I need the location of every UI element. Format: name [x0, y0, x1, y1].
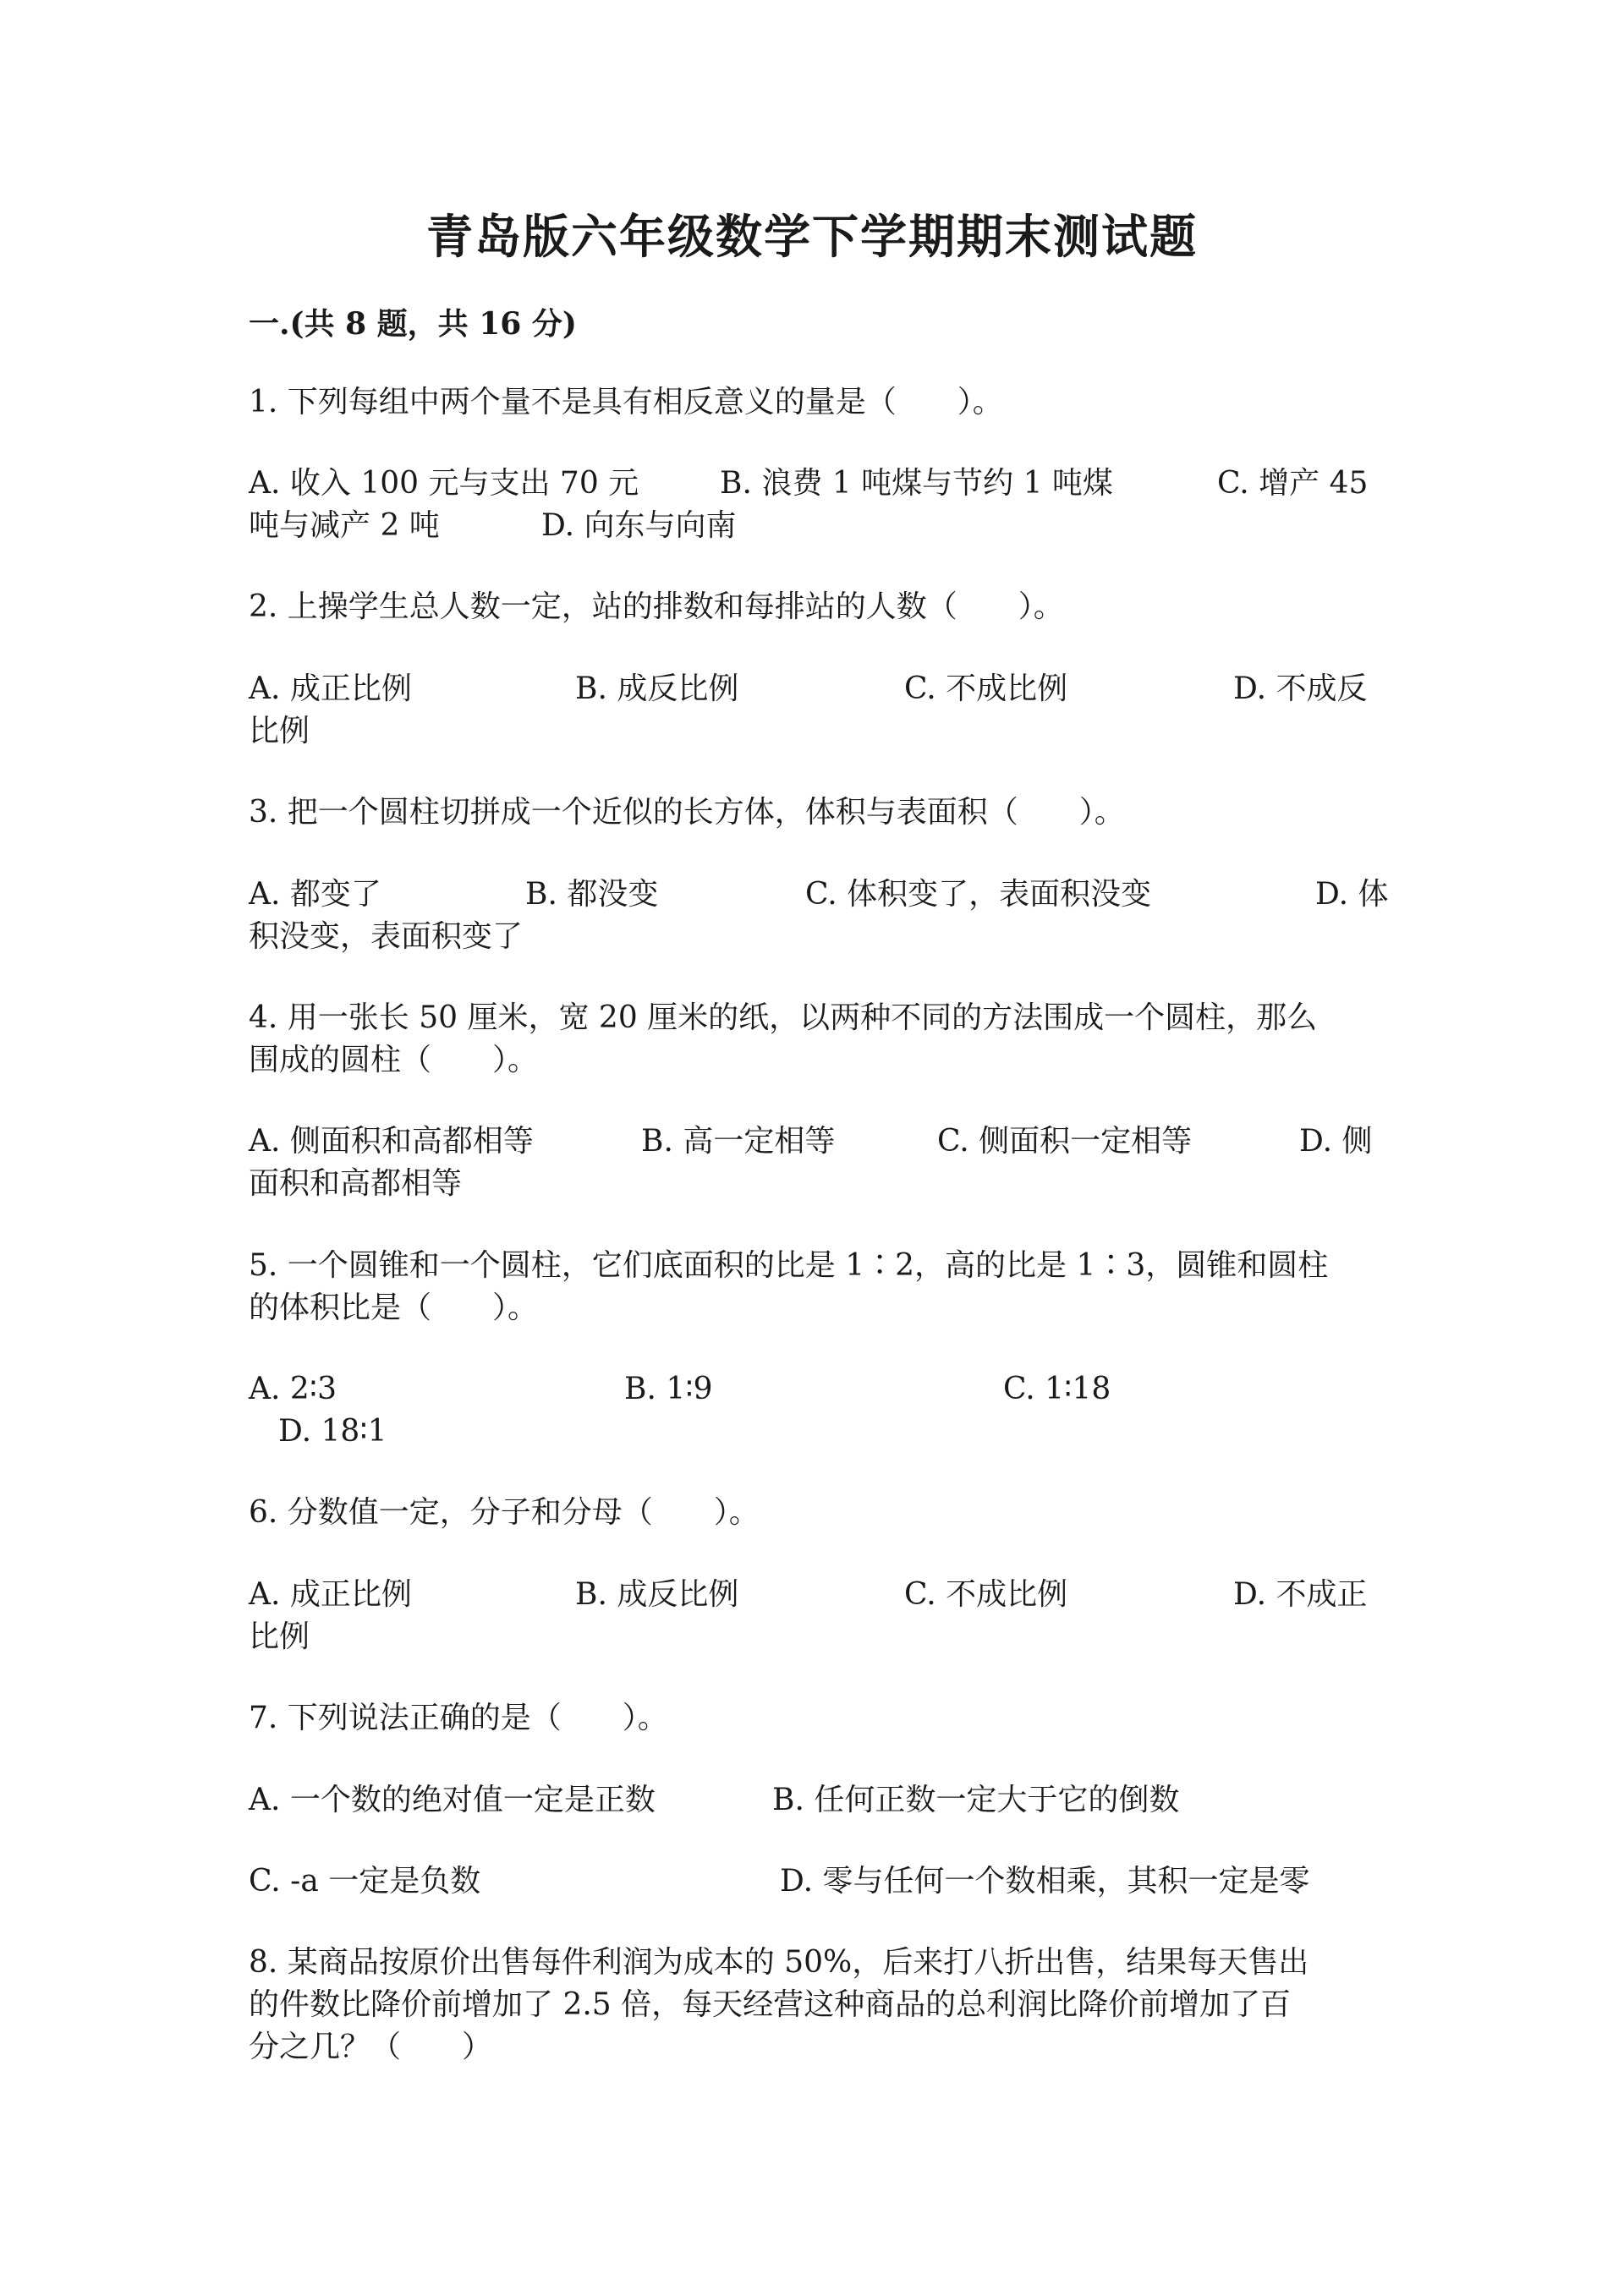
question-5-option-b: B. 1∶9 [624, 1372, 713, 1406]
question-4-stem-continued: 围成的圆柱（ ）。 [249, 1043, 539, 1077]
question-2-stem: 2. 上操学生总人数一定，站的排数和每排站的人数（ ）。 [249, 589, 1064, 624]
question-4-stem: 4. 用一张长 50 厘米，宽 20 厘米的纸，以两种不同的方法围成一个圆柱，那么 [249, 1000, 1318, 1035]
question-4-option-c: C. 侧面积一定相等 [937, 1124, 1193, 1159]
question-5-option-a: A. 2∶3 [249, 1372, 337, 1406]
question-6-stem: 6. 分数值一定，分子和分母（ ）。 [249, 1495, 760, 1530]
question-3-option-d-continued: 积没变，表面积变了 [249, 919, 524, 954]
question-7-option-b: B. 任何正数一定大于它的倒数 [772, 1783, 1180, 1817]
question-8-stem-line-3: 分之几？（ ） [249, 2030, 493, 2064]
question-3-option-a: A. 都变了 [249, 877, 381, 912]
question-3-stem: 3. 把一个圆柱切拼成一个近似的长方体，体积与表面积（ ）。 [249, 795, 1125, 830]
question-2-option-d-continued: 比例 [249, 714, 310, 748]
question-6-option-a: A. 成正比例 [249, 1577, 412, 1612]
question-7-stem: 7. 下列说法正确的是（ ）。 [249, 1701, 668, 1735]
question-7-option-a: A. 一个数的绝对值一定是正数 [249, 1783, 656, 1817]
question-1-option-d: D. 向东与向南 [541, 508, 737, 543]
question-7-option-d: D. 零与任何一个数相乘，其积一定是零 [780, 1864, 1310, 1899]
page-title: 青岛版六年级数学下学期期末测试题 [425, 209, 1198, 264]
question-2-option-b: B. 成反比例 [575, 671, 739, 706]
question-1-option-c: C. 增产 45 [1217, 466, 1369, 501]
question-1-option-b: B. 浪费 1 吨煤与节约 1 吨煤 [720, 466, 1113, 501]
question-8-stem: 8. 某商品按原价出售每件利润为成本的 50%，后来打八折出售，结果每天售出 [249, 1945, 1309, 1980]
question-5-stem: 5. 一个圆锥和一个圆柱，它们底面积的比是 1∶2，高的比是 1∶3，圆锥和圆柱 [249, 1248, 1329, 1283]
section-heading: 一.(共 8 题，共 16 分) [249, 306, 577, 342]
question-1-option-c-continued: 吨与减产 2 吨 [249, 508, 440, 543]
question-6-option-d-continued: 比例 [249, 1619, 310, 1654]
question-1-stem: 1. 下列每组中两个量不是具有相反意义的量是（ ）。 [249, 385, 1003, 419]
question-6-option-c: C. 不成比例 [904, 1577, 1068, 1612]
question-5-option-c: C. 1∶18 [1003, 1372, 1111, 1406]
question-6-option-b: B. 成反比例 [575, 1577, 739, 1612]
question-5-stem-continued: 的体积比是（ ）。 [249, 1290, 539, 1325]
question-3-option-c: C. 体积变了，表面积没变 [805, 877, 1152, 912]
question-4-option-d: D. 侧 [1299, 1124, 1373, 1159]
question-7-option-c: C. -a 一定是负数 [249, 1864, 481, 1899]
question-2-option-d: D. 不成反 [1233, 671, 1368, 706]
question-5-option-d: D. 18∶1 [278, 1414, 387, 1449]
question-6-option-d: D. 不成正 [1233, 1577, 1368, 1612]
question-3-option-d: D. 体 [1315, 877, 1389, 912]
question-4-option-b: B. 高一定相等 [641, 1124, 836, 1159]
question-4-option-a: A. 侧面积和高都相等 [249, 1124, 534, 1159]
question-8-stem-line-2: 的件数比降价前增加了 2.5 倍，每天经营这种商品的总利润比降价前增加了百 [249, 1987, 1292, 2022]
question-1-option-a: A. 收入 100 元与支出 70 元 [249, 466, 639, 501]
question-2-option-a: A. 成正比例 [249, 671, 412, 706]
question-3-option-b: B. 都没变 [525, 877, 659, 912]
question-4-option-d-continued: 面积和高都相等 [249, 1166, 463, 1201]
question-2-option-c: C. 不成比例 [904, 671, 1068, 706]
